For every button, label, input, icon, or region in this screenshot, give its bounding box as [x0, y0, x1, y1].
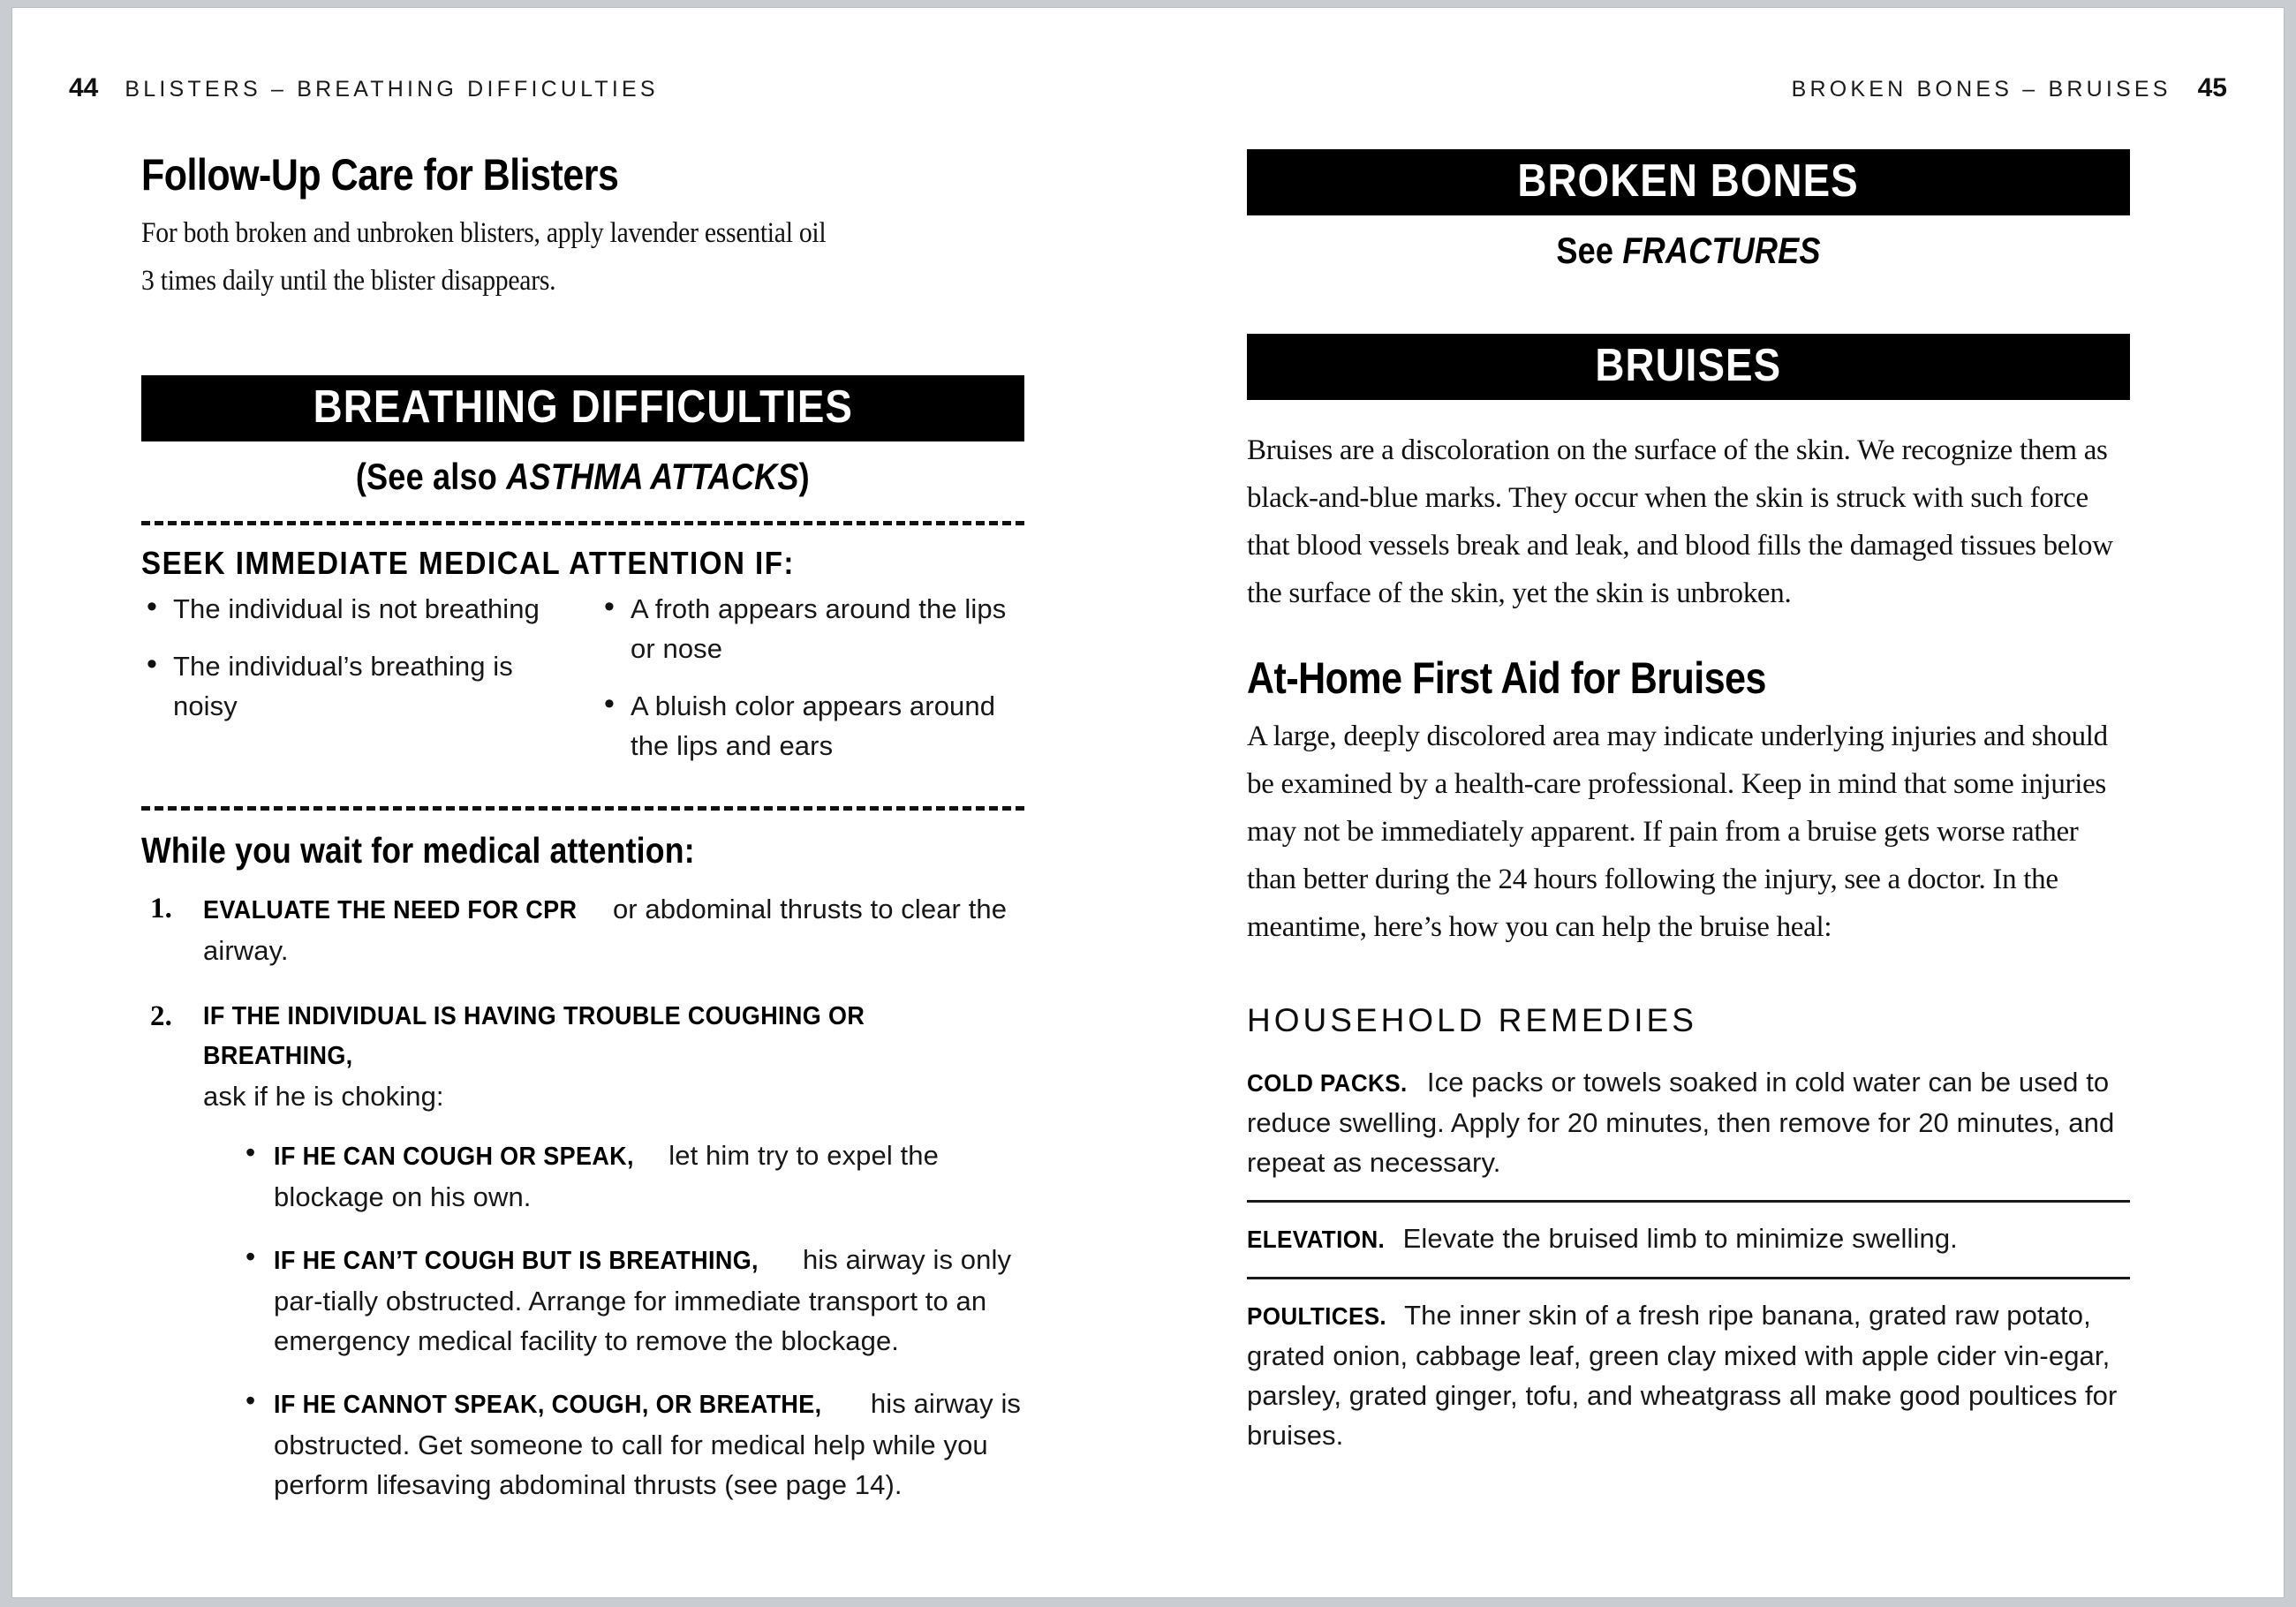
remedy-lead-label: COLD PACKS. — [1247, 1069, 1408, 1097]
right-column — [1247, 149, 2130, 1455]
remedy-divider — [1247, 1277, 2130, 1279]
step-lead-label: EVALUATE THE NEED FOR CPR — [203, 896, 578, 924]
see-also-reference: ASTHMA ATTACKS — [506, 456, 799, 497]
remedy-lead-label: POULTICES. — [1247, 1302, 1387, 1330]
step-number: 1. — [150, 893, 172, 924]
bruises-banner — [1247, 334, 2130, 400]
list-item-substep — [242, 1135, 1024, 1217]
first-aid-heading: At-Home First Aid for Bruises — [1247, 653, 1766, 703]
broken-bones-banner — [1247, 149, 2130, 215]
spacer — [1247, 400, 2130, 426]
breathing-difficulties-banner-label: BREATHING DIFFICULTIES — [313, 381, 853, 433]
first-aid-paragraph: A large, deeply discolored area may indicate underlying injuries and should be examined by a health-care professional. Keep in mind that some injuries may not be immediately apparent. If pain from a bruise gets worse rather than better during the 24 hours following the injury, see a doctor. In the meantime, here’s how you can help the bruise heal: — [1247, 721, 2108, 943]
substep-lead-label: IF HE CANNOT SPEAK, COUGH, OR BREATHE, — [274, 1391, 822, 1419]
wait-heading-label: While you wait for medical attention: — [141, 830, 695, 871]
breathing-difficulties-banner — [141, 375, 1024, 441]
see-also-suffix: ) — [798, 456, 811, 497]
dashed-divider-bottom — [141, 806, 1024, 811]
spacer — [141, 340, 1024, 375]
alert-bullet-text: The individual’s breathing is noisy — [173, 651, 513, 721]
substep-text: his airway is obstructed. Get someone to call for medical help while you perform lifesaving abdominal thrusts (see page 14). — [274, 1388, 1022, 1500]
see-reference: FRACTURES — [1622, 230, 1821, 271]
running-head-left — [69, 73, 659, 103]
steps-list — [141, 889, 1024, 1505]
remedy-cold-packs — [1247, 1062, 2130, 1182]
list-item — [141, 646, 567, 726]
list-item — [599, 589, 1024, 668]
spacer — [1247, 617, 2130, 653]
see-also-prefix: (See also — [355, 456, 507, 497]
remedy-divider — [1247, 1200, 2130, 1203]
alert-bullet-grid — [141, 589, 1024, 783]
alert-bullet-text: A bluish color appears around the lips and ears — [631, 690, 996, 761]
step-number: 2. — [150, 1000, 172, 1032]
remedy-elevation — [1247, 1218, 2130, 1259]
spacer — [141, 305, 1024, 340]
book-spread — [12, 8, 2284, 1597]
alert-bullet-text: The individual is not breathing — [173, 593, 540, 624]
dashed-divider-top — [141, 521, 1024, 525]
step-lead-label: IF THE INDIVIDUAL IS HAVING TROUBLE COUGHING OR BREATHING, — [203, 1002, 865, 1070]
page-left — [12, 8, 1148, 1597]
remedy-text: Elevate the bruised limb to minimize swelling. — [1394, 1223, 1958, 1254]
household-remedies-heading: HOUSEHOLD REMEDIES — [1247, 1002, 1697, 1038]
bruises-banner-label: BRUISES — [1595, 340, 1782, 391]
spacer — [1247, 272, 2130, 307]
running-head-right-label: BROKEN BONES – BRUISES — [1791, 77, 2171, 102]
remedy-text: Ice packs or towels soaked in cold water can be used to reduce swelling. Apply for 20 minutes, then remove for 20 minutes, and repeat as necessary. — [1247, 1067, 2115, 1178]
list-item-step-1 — [141, 889, 1024, 970]
bruises-intro-paragraph: Bruises are a discoloration on the surface of the skin. We recognize them as black-and-blue marks. They occur when the skin is struck with such force that blood vessels break and leak, and blood fills the damaged tissues below the surface of the skin, yet the skin is unbroken. — [1247, 434, 2113, 609]
substep-text: his airway is only par-tially obstructed. Arrange for immediate transport to an emergency medical facility to remove the blockage. — [274, 1244, 1012, 1356]
alert-bullet-column-right — [599, 589, 1024, 783]
left-column — [141, 149, 1024, 1531]
breathing-difficulties-subtitle — [141, 456, 1024, 498]
remedy-lead-label: ELEVATION. — [1247, 1226, 1386, 1253]
list-item-substep — [242, 1384, 1024, 1505]
broken-bones-banner-label: BROKEN BONES — [1517, 155, 1860, 207]
spacer — [1247, 951, 2130, 986]
alert-bullets-right — [599, 589, 1024, 766]
followup-line-2: 3 times daily until the blister disappears. — [141, 265, 556, 297]
list-item — [141, 589, 567, 629]
spacer — [1247, 307, 2130, 334]
spacer — [1247, 986, 2130, 1002]
substep-text: let him try to expel the blockage on his own. — [274, 1140, 939, 1212]
alert-heading-label: SEEK IMMEDIATE MEDICAL ATTENTION IF: — [141, 545, 795, 581]
remedy-text: The inner skin of a fresh ripe banana, grated raw potato, grated onion, cabbage leaf, green clay mixed with apple cider vin-egar, parsley, grated ginger, tofu, and wheatgrass all make good poultices for bruises. — [1247, 1300, 2118, 1451]
step-text: or abdominal thrusts to clear the airway. — [203, 894, 1008, 966]
substep-lead-label: IF HE CAN COUGH OR SPEAK, — [274, 1143, 634, 1171]
running-head-right — [1792, 73, 2227, 103]
followup-heading: Follow-Up Care for Blisters — [141, 150, 619, 200]
folio-left: 44 — [69, 73, 99, 102]
alert-bullet-column-left — [141, 589, 567, 783]
page-right — [1148, 8, 2284, 1597]
broken-bones-cross-reference — [1247, 230, 2130, 272]
followup-line-1: For both broken and unbroken blisters, apply lavender essential oil — [141, 217, 827, 249]
step-text: ask if he is choking: — [203, 1081, 444, 1112]
list-item-substep — [242, 1240, 1024, 1361]
substeps-list — [203, 1135, 1024, 1505]
alert-bullets-left — [141, 589, 567, 726]
substep-lead-label: IF HE CAN’T COUGH BUT IS BREATHING, — [274, 1247, 759, 1275]
list-item-step-2 — [141, 997, 1024, 1505]
see-prefix: See — [1556, 230, 1623, 271]
alert-bullet-text: A froth appears around the lips or nose — [631, 593, 1007, 664]
list-item — [599, 686, 1024, 766]
folio-right: 45 — [2197, 73, 2227, 102]
wait-heading — [141, 830, 1024, 871]
running-head-left-label: BLISTERS – BREATHING DIFFICULTIES — [125, 77, 659, 102]
remedy-poultices — [1247, 1295, 2130, 1455]
alert-heading — [141, 545, 1024, 582]
followup-paragraph — [141, 209, 1024, 305]
